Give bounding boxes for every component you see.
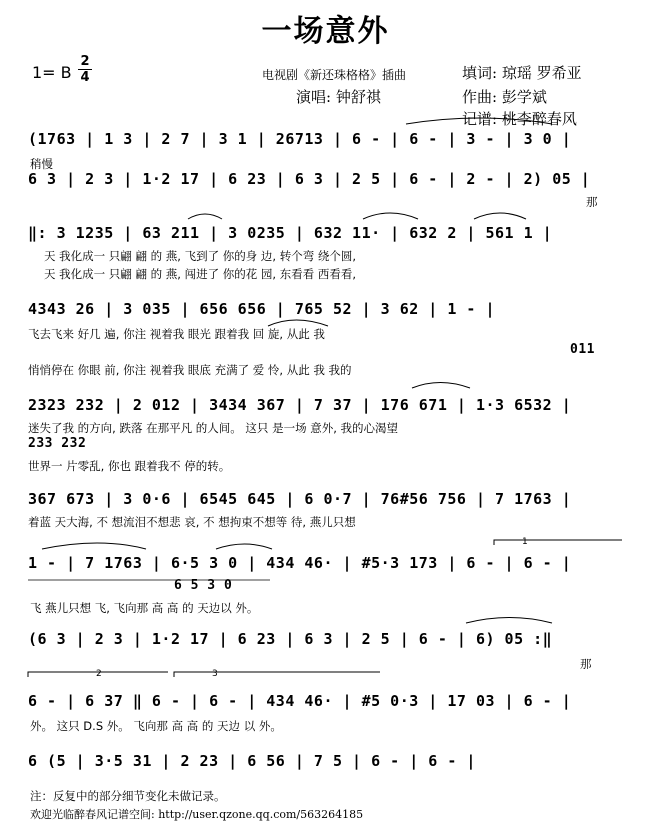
volta-number: 1 — [522, 537, 528, 547]
time-signature-bottom: 4 — [78, 69, 92, 85]
score-row-4-lyrics-1: 飞去飞来 好几 遍, 你注 视着我 眼光 跟着我 回 旋, 从此 我 — [28, 327, 325, 341]
composer: 作曲: 彭学斌 — [462, 88, 547, 106]
score-row-7-alt-notes: 6 5 3 0 — [174, 578, 233, 593]
volta-number: 3 — [212, 669, 218, 679]
subtitle: 电视剧《新还珠格格》插曲 — [262, 68, 407, 82]
slur — [406, 118, 552, 124]
time-signature-top: 2 — [80, 54, 90, 69]
slur — [412, 383, 470, 389]
page-title: 一场意外 — [261, 14, 390, 49]
score-row-10-notes: 6 (5 | 3·5 31 | 2 23 | 6 56 | 7 5 | 6 - | 6 - | — [28, 752, 476, 770]
volta-number: 2 — [96, 669, 102, 679]
score-row-4-notes: 4343 26 | 3 035 | 656 656 | 765 52 | 3 62 | 1 - | — [28, 300, 496, 318]
singer: 演唱: 钟舒祺 — [296, 88, 381, 106]
slur — [188, 214, 222, 219]
score-row-5-notes: 2323 232 | 2 012 | 3434 367 | 7 37 | 176 671 | 1·3 6532 | — [28, 396, 572, 414]
score-row-1-notes: (1763 | 1 3 | 2 7 | 3 1 | 26713 | 6 - | 6 - | 3 - | 3 0 | — [28, 130, 572, 148]
footer-note: 注：反复中的部分细节变化未做记录。 — [30, 789, 226, 803]
score-row-2-notes: 6 3 | 2 3 | 1·2 17 | 6 23 | 6 3 | 2 5 | 6 - | 2 - | 2) 05 | — [28, 170, 591, 188]
score-row-7-notes: 1 - | 7 1763 | 6·5 3 0 | 434 46· | #5·3 173 | 6 - | 6 - | — [28, 554, 572, 572]
slur — [363, 213, 418, 219]
score-row-4-alt-notes: 011 — [570, 342, 595, 357]
score-row-3-lyrics-1: 天 我化成一 只翩 翩 的 燕, 飞到了 你的身 边, 转个弯 绕个圆, — [44, 249, 357, 263]
score-row-3-notes: ‖: 3 1235 | 63 211 | 3 0235 | 632 11· | 632 2 | 561 1 | — [28, 224, 553, 242]
score-row-5-lyrics-1: 迷失了我 的方向, 跌落 在那平凡 的人间。 这只 是一场 意外, 我的心渴望 — [28, 421, 399, 435]
score-row-9-notes: 6 - | 6 37 ‖ 6 - | 6 - | 434 46· | #5 0·3 | 17 03 | 6 - | — [28, 692, 572, 710]
score-row-4-lyrics-2: 悄悄停在 你眼 前, 你注 视着我 眼底 充满了 爱 怜, 从此 我 我的 — [28, 363, 352, 377]
tempo-mark: 稍慢 — [30, 157, 53, 171]
score-row-9-lyrics-1: 外。 这只 D.S 外。 飞向那 高 高 的 天边 以 外。 — [30, 719, 282, 733]
score-row-7-lyrics-1: 飞 燕儿只想 飞, 飞向那 高 高 的 天边以 外。 — [30, 601, 259, 615]
score-row-2-pickup: 那 — [586, 195, 598, 209]
slur — [42, 543, 146, 549]
volta-line — [494, 540, 622, 545]
score-row-8-pickup: 那 — [580, 657, 592, 671]
score-row-5-alt-notes: 233 232 — [28, 436, 87, 451]
score-row-8-notes: (6 3 | 2 3 | 1·2 17 | 6 23 | 6 3 | 2 5 | 6 - | 6) 05 :‖ — [28, 630, 553, 648]
slur — [466, 618, 552, 624]
lyricist: 填词: 琼瑶 罗希亚 — [462, 64, 582, 82]
score-row-6-lyrics-1: 着蓝 天大海, 不 想流泪不想悲 哀, 不 想拘束不想等 待, 燕儿只想 — [28, 515, 356, 529]
score-row-6-notes: 367 673 | 3 0·6 | 6545 645 | 6 0·7 | 76#56 756 | 7 1763 | — [28, 490, 572, 508]
score-row-3-lyrics-2: 天 我化成一 只翩 翩 的 燕, 闯进了 你的花 园, 东看看 西看看, — [44, 267, 357, 281]
volta-line — [174, 672, 380, 677]
slur — [474, 213, 526, 219]
footer-welcome: 欢迎光临醉春风记谱空间: http://user.qzone.qq.com/563264185 — [30, 808, 364, 821]
key-signature: 1= B — [32, 63, 72, 82]
transcriber: 记谱: 桃李醉春风 — [462, 110, 577, 128]
score-row-5-lyrics-2: 世界一 片零乱, 你也 跟着我不 停的转。 — [28, 459, 231, 473]
slur — [216, 544, 272, 549]
